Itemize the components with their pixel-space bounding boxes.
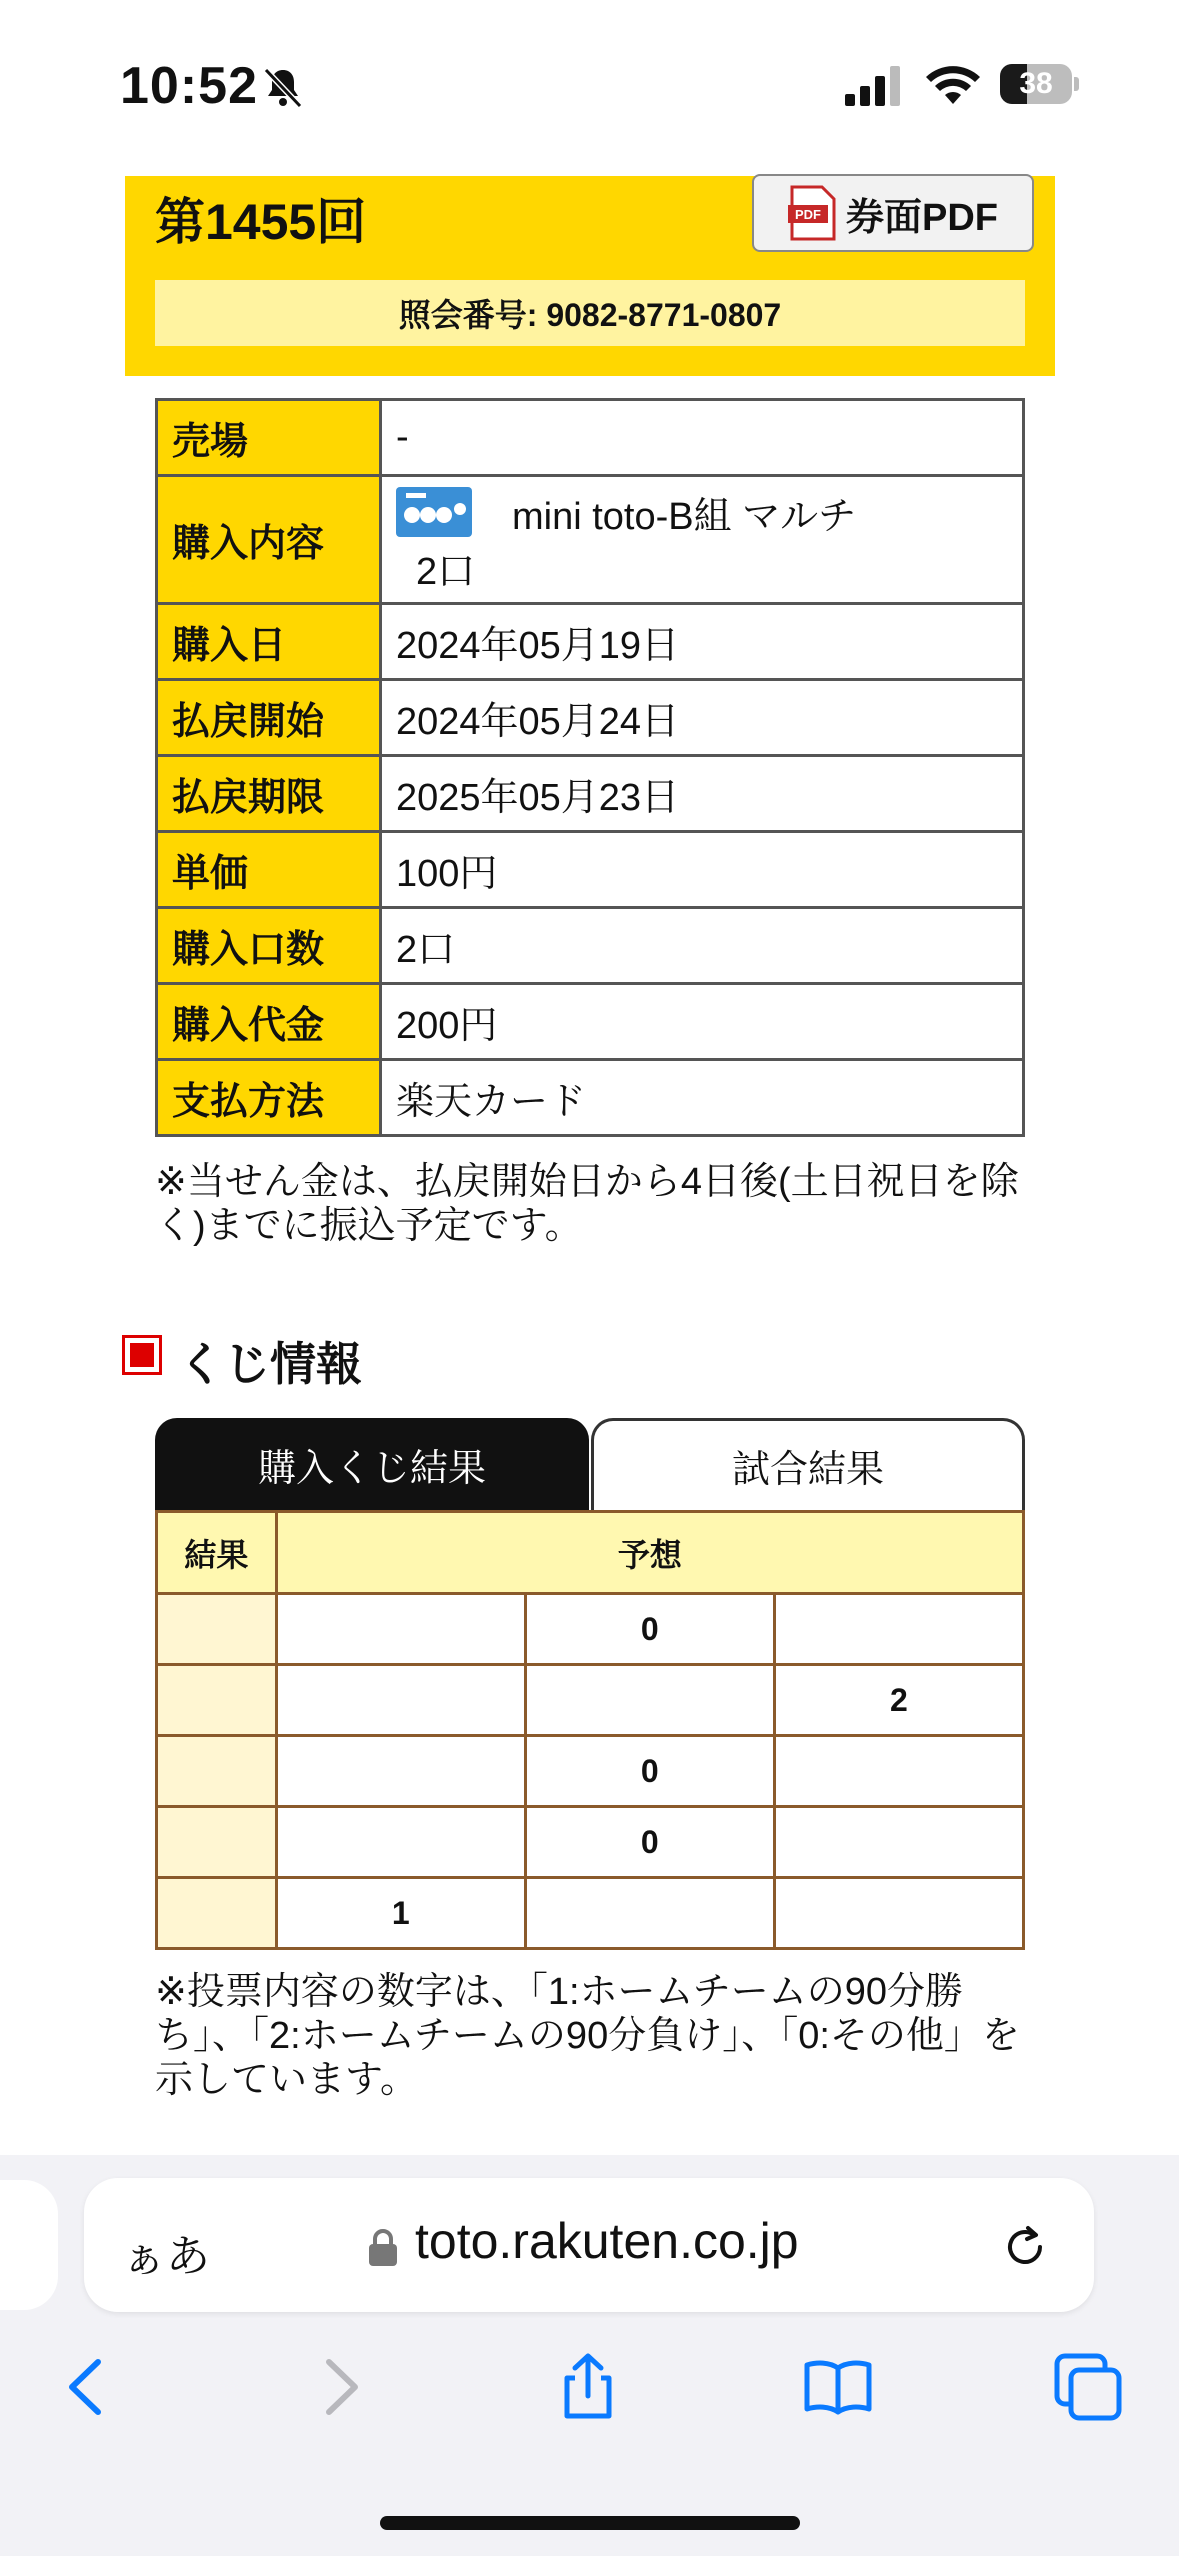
- row-value: 楽天カード: [381, 1060, 1024, 1136]
- table-row: [157, 604, 1024, 680]
- bookmarks-icon[interactable]: [803, 2352, 873, 2422]
- product-count: 2口: [416, 550, 476, 593]
- reference-number: 照会番号: 9082-8771-0807: [155, 280, 1025, 346]
- table-row: [157, 984, 1024, 1060]
- round-title: 第1455回: [155, 194, 367, 250]
- pick-cell: [525, 1665, 774, 1736]
- back-icon[interactable]: [52, 2352, 122, 2422]
- header-result: 結果: [157, 1512, 277, 1594]
- pick-cell: [774, 1807, 1023, 1878]
- row-label: 購入日: [157, 604, 381, 680]
- product-name: mini toto-B組 マルチ: [512, 495, 857, 538]
- header-prediction: 予想: [276, 1512, 1023, 1594]
- row-label: 払戻開始: [157, 680, 381, 756]
- pick-cell: [774, 1736, 1023, 1807]
- row-value: 2口: [381, 908, 1024, 984]
- reader-options-button[interactable]: ぁあ: [122, 2232, 210, 2281]
- svg-text:PDF: PDF: [794, 207, 821, 222]
- section-title: くじ情報: [178, 1338, 362, 1390]
- pick-cell: [774, 1594, 1023, 1665]
- row-value: 2024年05月19日: [381, 604, 1024, 680]
- pdf-button-label: 券面PDF: [845, 196, 998, 239]
- tab-match-results[interactable]: 試合結果: [591, 1418, 1025, 1510]
- share-icon[interactable]: [553, 2352, 623, 2422]
- table-row: [157, 1878, 1024, 1949]
- table-header-row: [157, 1512, 1024, 1594]
- row-label: 単価: [157, 832, 381, 908]
- row-label: 購入口数: [157, 908, 381, 984]
- row-label: 購入内容: [157, 476, 381, 604]
- row-label: 購入代金: [157, 984, 381, 1060]
- result-cell: [157, 1878, 277, 1949]
- pick-cell: 0: [525, 1807, 774, 1878]
- row-label: 支払方法: [157, 1060, 381, 1136]
- mini-toto-logo-icon: [396, 487, 472, 537]
- result-cell: [157, 1736, 277, 1807]
- purchase-info-table: [155, 398, 1025, 1137]
- pick-cell: [276, 1736, 525, 1807]
- table-row: [157, 1060, 1024, 1136]
- pick-cell: [276, 1594, 525, 1665]
- lock-icon: [368, 2228, 398, 2268]
- reload-icon[interactable]: [1000, 2222, 1050, 2272]
- result-cell: [157, 1665, 277, 1736]
- table-row: [157, 1665, 1024, 1736]
- section-square-icon: [125, 1338, 159, 1372]
- row-value: 100円: [381, 832, 1024, 908]
- pick-cell: 0: [525, 1594, 774, 1665]
- tabs-icon[interactable]: [1053, 2352, 1123, 2422]
- row-value: -: [381, 400, 1024, 476]
- table-row: [157, 476, 1024, 604]
- table-row: [157, 832, 1024, 908]
- row-value: 2024年05月24日: [381, 680, 1024, 756]
- table-row: [157, 908, 1024, 984]
- signal-icon: [845, 66, 901, 106]
- table-row: [157, 1807, 1024, 1878]
- table-row: [157, 1594, 1024, 1665]
- table-row: [157, 400, 1024, 476]
- pick-cell: 2: [774, 1665, 1023, 1736]
- bell-slash-icon: [260, 64, 306, 110]
- table-row: [157, 1736, 1024, 1807]
- pick-cell: [525, 1878, 774, 1949]
- pick-cell: 0: [525, 1736, 774, 1807]
- pick-cell: 1: [276, 1878, 525, 1949]
- wifi-icon: [925, 62, 981, 106]
- pick-cell: [276, 1665, 525, 1736]
- table-row: [157, 680, 1024, 756]
- row-value: 200円: [381, 984, 1024, 1060]
- forward-icon[interactable]: [305, 2352, 375, 2422]
- prediction-table: [155, 1510, 1025, 1950]
- table-row: [157, 756, 1024, 832]
- url-text[interactable]: toto.rakuten.co.jp: [415, 2213, 799, 2269]
- product-cell: [381, 476, 1024, 604]
- status-time: 10:52: [120, 57, 258, 115]
- pick-cell: [276, 1807, 525, 1878]
- result-cell: [157, 1807, 277, 1878]
- pdf-icon: [788, 185, 836, 241]
- row-value: 2025年05月23日: [381, 756, 1024, 832]
- pick-cell: [774, 1878, 1023, 1949]
- payout-note: ※当せん金は、払戻開始日から4日後(土日祝日を除く)までに振込予定です。: [155, 1161, 1019, 1247]
- row-label: 売場: [157, 400, 381, 476]
- result-cell: [157, 1594, 277, 1665]
- row-label: 払戻期限: [157, 756, 381, 832]
- ticket-pdf-button[interactable]: [752, 174, 1034, 252]
- battery-indicator: [1000, 64, 1078, 106]
- home-indicator: [380, 2516, 800, 2530]
- battery-percent: 38: [1019, 67, 1053, 100]
- vote-explanation-note: ※投票内容の数字は、「1:ホームチームの90分勝ち」、「2:ホームチームの90分負け」、「0:その他」を示しています。: [155, 1971, 1020, 2101]
- tab-purchased-results[interactable]: 購入くじ結果: [155, 1418, 589, 1510]
- previous-tab-peek[interactable]: [0, 2180, 58, 2310]
